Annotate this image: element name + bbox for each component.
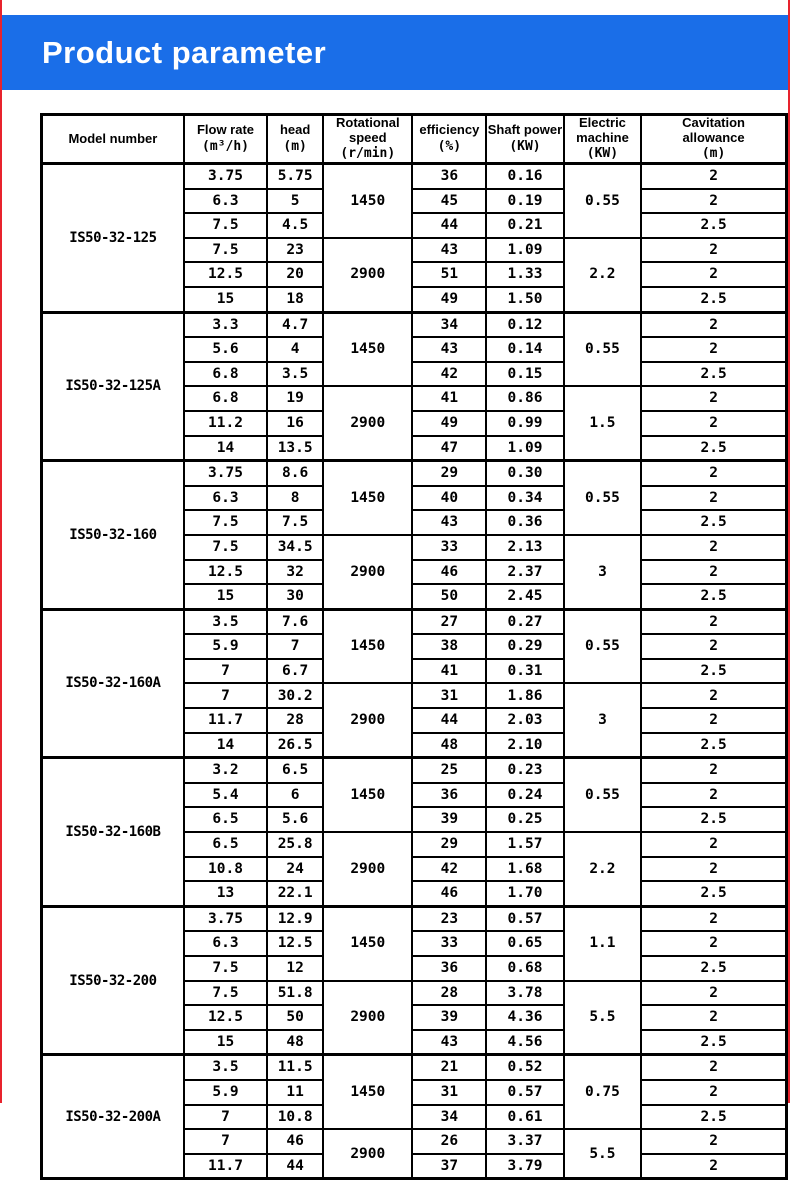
head-cell: 3.5 bbox=[267, 362, 323, 387]
flow-rate-cell: 5.9 bbox=[184, 1080, 267, 1105]
efficiency-cell: 49 bbox=[412, 411, 486, 436]
cavitation-allowance-cell: 2 bbox=[641, 461, 786, 486]
flow-rate-cell: 12.5 bbox=[184, 560, 267, 585]
shaft-power-cell: 0.68 bbox=[486, 956, 563, 981]
col-header-flow bbox=[184, 115, 267, 164]
efficiency-cell: 42 bbox=[412, 362, 486, 387]
flow-rate-cell: 15 bbox=[184, 584, 267, 609]
head-cell: 7.6 bbox=[267, 609, 323, 634]
flow-rate-cell: 3.5 bbox=[184, 1055, 267, 1080]
cavitation-allowance-cell: 2.5 bbox=[641, 436, 786, 461]
table-row bbox=[42, 609, 787, 634]
shaft-power-cell: 0.21 bbox=[486, 213, 563, 238]
flow-rate-cell: 15 bbox=[184, 1030, 267, 1055]
rotational-speed-cell: 2900 bbox=[323, 1129, 412, 1179]
head-cell: 8.6 bbox=[267, 461, 323, 486]
shaft-power-cell: 1.57 bbox=[486, 832, 563, 857]
col-header-title: Shaft power bbox=[487, 122, 563, 138]
head-cell: 7 bbox=[267, 634, 323, 659]
col-header-title: Flow rate bbox=[196, 122, 255, 138]
cavitation-allowance-cell: 2.5 bbox=[641, 956, 786, 981]
efficiency-cell: 37 bbox=[412, 1154, 486, 1179]
shaft-power-cell: 0.23 bbox=[486, 758, 563, 783]
efficiency-cell: 42 bbox=[412, 857, 486, 882]
col-header-title: Cavitation allowance bbox=[682, 115, 745, 145]
header-row bbox=[42, 115, 787, 164]
table-row bbox=[42, 461, 787, 486]
head-cell: 48 bbox=[267, 1030, 323, 1055]
electric-machine-cell: 3 bbox=[564, 683, 641, 757]
efficiency-cell: 40 bbox=[412, 486, 486, 511]
col-header-unit: (m) bbox=[701, 146, 726, 162]
col-header-title: head bbox=[279, 122, 311, 138]
flow-rate-cell: 11.7 bbox=[184, 708, 267, 733]
shaft-power-cell: 1.86 bbox=[486, 683, 563, 708]
head-cell: 25.8 bbox=[267, 832, 323, 857]
head-cell: 11 bbox=[267, 1080, 323, 1105]
electric-machine-cell: 0.55 bbox=[564, 164, 641, 238]
flow-rate-cell: 7 bbox=[184, 1129, 267, 1154]
flow-rate-cell: 6.3 bbox=[184, 486, 267, 511]
shaft-power-cell: 0.30 bbox=[486, 461, 563, 486]
model-cell: IS50-32-160B bbox=[42, 758, 184, 907]
cavitation-allowance-cell: 2 bbox=[641, 1154, 786, 1179]
cavitation-allowance-cell: 2 bbox=[641, 386, 786, 411]
efficiency-cell: 28 bbox=[412, 981, 486, 1006]
shaft-power-cell: 0.24 bbox=[486, 783, 563, 808]
flow-rate-cell: 12.5 bbox=[184, 1005, 267, 1030]
efficiency-cell: 21 bbox=[412, 1055, 486, 1080]
shaft-power-cell: 0.25 bbox=[486, 807, 563, 832]
efficiency-cell: 43 bbox=[412, 238, 486, 263]
electric-machine-cell: 0.55 bbox=[564, 461, 641, 535]
efficiency-cell: 43 bbox=[412, 1030, 486, 1055]
flow-rate-cell: 7.5 bbox=[184, 956, 267, 981]
table-body bbox=[42, 164, 787, 1179]
col-header-unit: (r/min) bbox=[340, 146, 396, 162]
efficiency-cell: 38 bbox=[412, 634, 486, 659]
section-banner bbox=[0, 15, 790, 90]
head-cell: 46 bbox=[267, 1129, 323, 1154]
col-header-speed bbox=[323, 115, 412, 164]
cavitation-allowance-cell: 2 bbox=[641, 609, 786, 634]
efficiency-cell: 43 bbox=[412, 510, 486, 535]
shaft-power-cell: 0.36 bbox=[486, 510, 563, 535]
cavitation-allowance-cell: 2 bbox=[641, 634, 786, 659]
efficiency-cell: 46 bbox=[412, 560, 486, 585]
efficiency-cell: 45 bbox=[412, 189, 486, 214]
flow-rate-cell: 6.3 bbox=[184, 189, 267, 214]
head-cell: 44 bbox=[267, 1154, 323, 1179]
flow-rate-cell: 7 bbox=[184, 1105, 267, 1130]
flow-rate-cell: 7.5 bbox=[184, 238, 267, 263]
flow-rate-cell: 13 bbox=[184, 881, 267, 906]
rotational-speed-cell: 1450 bbox=[323, 758, 412, 832]
shaft-power-cell: 1.33 bbox=[486, 262, 563, 287]
flow-rate-cell: 12.5 bbox=[184, 262, 267, 287]
head-cell: 12.9 bbox=[267, 906, 323, 931]
cavitation-allowance-cell: 2.5 bbox=[641, 1030, 786, 1055]
electric-machine-cell: 0.75 bbox=[564, 1055, 641, 1129]
head-cell: 50 bbox=[267, 1005, 323, 1030]
efficiency-cell: 31 bbox=[412, 683, 486, 708]
efficiency-cell: 48 bbox=[412, 733, 486, 758]
rotational-speed-cell: 1450 bbox=[323, 461, 412, 535]
cavitation-allowance-cell: 2 bbox=[641, 189, 786, 214]
col-header-cav bbox=[641, 115, 786, 164]
shaft-power-cell: 1.50 bbox=[486, 287, 563, 312]
flow-rate-cell: 11.7 bbox=[184, 1154, 267, 1179]
head-cell: 7.5 bbox=[267, 510, 323, 535]
head-cell: 5.75 bbox=[267, 164, 323, 189]
electric-machine-cell: 5.5 bbox=[564, 981, 641, 1055]
efficiency-cell: 33 bbox=[412, 535, 486, 560]
efficiency-cell: 29 bbox=[412, 461, 486, 486]
head-cell: 4.5 bbox=[267, 213, 323, 238]
flow-rate-cell: 6.8 bbox=[184, 362, 267, 387]
model-cell: IS50-32-160A bbox=[42, 609, 184, 758]
rotational-speed-cell: 2900 bbox=[323, 386, 412, 460]
flow-rate-cell: 6.5 bbox=[184, 832, 267, 857]
flow-rate-cell: 11.2 bbox=[184, 411, 267, 436]
col-header-model bbox=[42, 115, 184, 164]
cavitation-allowance-cell: 2.5 bbox=[641, 362, 786, 387]
rotational-speed-cell: 1450 bbox=[323, 1055, 412, 1129]
head-cell: 6.7 bbox=[267, 659, 323, 684]
cavitation-allowance-cell: 2 bbox=[641, 758, 786, 783]
cavitation-allowance-cell: 2.5 bbox=[641, 881, 786, 906]
shaft-power-cell: 4.36 bbox=[486, 1005, 563, 1030]
cavitation-allowance-cell: 2.5 bbox=[641, 733, 786, 758]
col-header-unit: (KW) bbox=[509, 138, 541, 154]
electric-machine-cell: 0.55 bbox=[564, 609, 641, 683]
shaft-power-cell: 0.19 bbox=[486, 189, 563, 214]
rotational-speed-cell: 2900 bbox=[323, 238, 412, 312]
efficiency-cell: 36 bbox=[412, 783, 486, 808]
cavitation-allowance-cell: 2 bbox=[641, 981, 786, 1006]
cavitation-allowance-cell: 2 bbox=[641, 486, 786, 511]
model-cell: IS50-32-125 bbox=[42, 164, 184, 313]
head-cell: 20 bbox=[267, 262, 323, 287]
efficiency-cell: 29 bbox=[412, 832, 486, 857]
cavitation-allowance-cell: 2 bbox=[641, 683, 786, 708]
shaft-power-cell: 0.16 bbox=[486, 164, 563, 189]
efficiency-cell: 39 bbox=[412, 1005, 486, 1030]
flow-rate-cell: 5.9 bbox=[184, 634, 267, 659]
electric-machine-cell: 2.2 bbox=[564, 832, 641, 906]
flow-rate-cell: 3.75 bbox=[184, 461, 267, 486]
head-cell: 28 bbox=[267, 708, 323, 733]
electric-machine-cell: 0.55 bbox=[564, 312, 641, 386]
head-cell: 5.6 bbox=[267, 807, 323, 832]
cavitation-allowance-cell: 2 bbox=[641, 262, 786, 287]
shaft-power-cell: 1.09 bbox=[486, 238, 563, 263]
shaft-power-cell: 1.09 bbox=[486, 436, 563, 461]
cavitation-allowance-cell: 2 bbox=[641, 411, 786, 436]
electric-machine-cell: 0.55 bbox=[564, 758, 641, 832]
shaft-power-cell: 3.78 bbox=[486, 981, 563, 1006]
cavitation-allowance-cell: 2 bbox=[641, 312, 786, 337]
model-cell: IS50-32-125A bbox=[42, 312, 184, 461]
flow-rate-cell: 10.8 bbox=[184, 857, 267, 882]
head-cell: 22.1 bbox=[267, 881, 323, 906]
head-cell: 34.5 bbox=[267, 535, 323, 560]
head-cell: 24 bbox=[267, 857, 323, 882]
efficiency-cell: 34 bbox=[412, 1105, 486, 1130]
flow-rate-cell: 15 bbox=[184, 287, 267, 312]
shaft-power-cell: 0.29 bbox=[486, 634, 563, 659]
col-header-title: efficiency bbox=[419, 122, 480, 138]
flow-rate-cell: 3.75 bbox=[184, 164, 267, 189]
efficiency-cell: 49 bbox=[412, 287, 486, 312]
shaft-power-cell: 0.34 bbox=[486, 486, 563, 511]
rotational-speed-cell: 1450 bbox=[323, 609, 412, 683]
shaft-power-cell: 0.31 bbox=[486, 659, 563, 684]
efficiency-cell: 26 bbox=[412, 1129, 486, 1154]
electric-machine-cell: 1.1 bbox=[564, 906, 641, 980]
shaft-power-cell: 2.45 bbox=[486, 584, 563, 609]
parameter-table-wrap bbox=[40, 113, 788, 1180]
head-cell: 19 bbox=[267, 386, 323, 411]
cavitation-allowance-cell: 2 bbox=[641, 708, 786, 733]
efficiency-cell: 41 bbox=[412, 386, 486, 411]
table-header bbox=[42, 115, 787, 164]
head-cell: 4 bbox=[267, 337, 323, 362]
cavitation-allowance-cell: 2 bbox=[641, 783, 786, 808]
electric-machine-cell: 1.5 bbox=[564, 386, 641, 460]
col-header-head bbox=[267, 115, 323, 164]
shaft-power-cell: 0.14 bbox=[486, 337, 563, 362]
cavitation-allowance-cell: 2 bbox=[641, 832, 786, 857]
cavitation-allowance-cell: 2 bbox=[641, 1055, 786, 1080]
head-cell: 10.8 bbox=[267, 1105, 323, 1130]
efficiency-cell: 36 bbox=[412, 164, 486, 189]
shaft-power-cell: 0.57 bbox=[486, 1080, 563, 1105]
cavitation-allowance-cell: 2 bbox=[641, 560, 786, 585]
table-row bbox=[42, 1055, 787, 1080]
head-cell: 6 bbox=[267, 783, 323, 808]
head-cell: 26.5 bbox=[267, 733, 323, 758]
head-cell: 51.8 bbox=[267, 981, 323, 1006]
shaft-power-cell: 0.99 bbox=[486, 411, 563, 436]
col-header-unit: (m) bbox=[283, 138, 307, 154]
flow-rate-cell: 7.5 bbox=[184, 213, 267, 238]
flow-rate-cell: 7 bbox=[184, 683, 267, 708]
efficiency-cell: 41 bbox=[412, 659, 486, 684]
shaft-power-cell: 0.65 bbox=[486, 931, 563, 956]
col-header-unit: (%) bbox=[437, 138, 462, 154]
table-row bbox=[42, 758, 787, 783]
flow-rate-cell: 3.5 bbox=[184, 609, 267, 634]
cavitation-allowance-cell: 2 bbox=[641, 1129, 786, 1154]
model-cell: IS50-32-160 bbox=[42, 461, 184, 610]
shaft-power-cell: 0.15 bbox=[486, 362, 563, 387]
shaft-power-cell: 0.12 bbox=[486, 312, 563, 337]
electric-machine-cell: 2.2 bbox=[564, 238, 641, 312]
flow-rate-cell: 5.4 bbox=[184, 783, 267, 808]
flow-rate-cell: 3.3 bbox=[184, 312, 267, 337]
rotational-speed-cell: 1450 bbox=[323, 312, 412, 386]
col-header-electric bbox=[564, 115, 641, 164]
cavitation-allowance-cell: 2 bbox=[641, 238, 786, 263]
cavitation-allowance-cell: 2.5 bbox=[641, 584, 786, 609]
shaft-power-cell: 0.27 bbox=[486, 609, 563, 634]
cavitation-allowance-cell: 2.5 bbox=[641, 510, 786, 535]
flow-rate-cell: 3.2 bbox=[184, 758, 267, 783]
efficiency-cell: 34 bbox=[412, 312, 486, 337]
efficiency-cell: 44 bbox=[412, 213, 486, 238]
shaft-power-cell: 0.61 bbox=[486, 1105, 563, 1130]
efficiency-cell: 50 bbox=[412, 584, 486, 609]
efficiency-cell: 33 bbox=[412, 931, 486, 956]
efficiency-cell: 31 bbox=[412, 1080, 486, 1105]
rotational-speed-cell: 2900 bbox=[323, 683, 412, 757]
cavitation-allowance-cell: 2.5 bbox=[641, 659, 786, 684]
cavitation-allowance-cell: 2 bbox=[641, 931, 786, 956]
cavitation-allowance-cell: 2.5 bbox=[641, 287, 786, 312]
cavitation-allowance-cell: 2.5 bbox=[641, 1105, 786, 1130]
col-header-unit: (m³/h) bbox=[202, 138, 249, 154]
shaft-power-cell: 0.86 bbox=[486, 386, 563, 411]
flow-rate-cell: 6.3 bbox=[184, 931, 267, 956]
electric-machine-cell: 5.5 bbox=[564, 1129, 641, 1179]
col-header-shaft bbox=[486, 115, 563, 164]
table-row bbox=[42, 164, 787, 189]
col-header-title: Electric machine bbox=[576, 115, 629, 145]
efficiency-cell: 39 bbox=[412, 807, 486, 832]
head-cell: 30.2 bbox=[267, 683, 323, 708]
efficiency-cell: 43 bbox=[412, 337, 486, 362]
shaft-power-cell: 4.56 bbox=[486, 1030, 563, 1055]
head-cell: 13.5 bbox=[267, 436, 323, 461]
flow-rate-cell: 7.5 bbox=[184, 981, 267, 1006]
head-cell: 32 bbox=[267, 560, 323, 585]
cavitation-allowance-cell: 2 bbox=[641, 857, 786, 882]
rotational-speed-cell: 2900 bbox=[323, 535, 412, 609]
efficiency-cell: 25 bbox=[412, 758, 486, 783]
rotational-speed-cell: 2900 bbox=[323, 832, 412, 906]
cavitation-allowance-cell: 2 bbox=[641, 337, 786, 362]
efficiency-cell: 44 bbox=[412, 708, 486, 733]
flow-rate-cell: 7.5 bbox=[184, 535, 267, 560]
flow-rate-cell: 5.6 bbox=[184, 337, 267, 362]
flow-rate-cell: 14 bbox=[184, 436, 267, 461]
efficiency-cell: 46 bbox=[412, 881, 486, 906]
shaft-power-cell: 0.52 bbox=[486, 1055, 563, 1080]
shaft-power-cell: 2.03 bbox=[486, 708, 563, 733]
shaft-power-cell: 1.70 bbox=[486, 881, 563, 906]
cavitation-allowance-cell: 2 bbox=[641, 164, 786, 189]
model-cell: IS50-32-200A bbox=[42, 1055, 184, 1179]
efficiency-cell: 36 bbox=[412, 956, 486, 981]
flow-rate-cell: 6.8 bbox=[184, 386, 267, 411]
efficiency-cell: 23 bbox=[412, 906, 486, 931]
shaft-power-cell: 2.37 bbox=[486, 560, 563, 585]
flow-rate-cell: 14 bbox=[184, 733, 267, 758]
shaft-power-cell: 1.68 bbox=[486, 857, 563, 882]
shaft-power-cell: 0.57 bbox=[486, 906, 563, 931]
efficiency-cell: 27 bbox=[412, 609, 486, 634]
table-row bbox=[42, 906, 787, 931]
head-cell: 12.5 bbox=[267, 931, 323, 956]
cavitation-allowance-cell: 2 bbox=[641, 535, 786, 560]
shaft-power-cell: 2.13 bbox=[486, 535, 563, 560]
rotational-speed-cell: 1450 bbox=[323, 164, 412, 238]
shaft-power-cell: 2.10 bbox=[486, 733, 563, 758]
head-cell: 16 bbox=[267, 411, 323, 436]
cavitation-allowance-cell: 2.5 bbox=[641, 213, 786, 238]
efficiency-cell: 47 bbox=[412, 436, 486, 461]
electric-machine-cell: 3 bbox=[564, 535, 641, 609]
head-cell: 12 bbox=[267, 956, 323, 981]
flow-rate-cell: 3.75 bbox=[184, 906, 267, 931]
head-cell: 6.5 bbox=[267, 758, 323, 783]
col-header-eff bbox=[412, 115, 486, 164]
model-cell: IS50-32-200 bbox=[42, 906, 184, 1055]
head-cell: 11.5 bbox=[267, 1055, 323, 1080]
parameter-table bbox=[40, 113, 788, 1180]
flow-rate-cell: 7.5 bbox=[184, 510, 267, 535]
col-header-title: Rotational speed bbox=[336, 115, 400, 145]
head-cell: 4.7 bbox=[267, 312, 323, 337]
rotational-speed-cell: 2900 bbox=[323, 981, 412, 1055]
rotational-speed-cell: 1450 bbox=[323, 906, 412, 980]
cavitation-allowance-cell: 2 bbox=[641, 906, 786, 931]
head-cell: 5 bbox=[267, 189, 323, 214]
head-cell: 18 bbox=[267, 287, 323, 312]
cavitation-allowance-cell: 2.5 bbox=[641, 807, 786, 832]
cavitation-allowance-cell: 2 bbox=[641, 1005, 786, 1030]
left-red-edge-line bbox=[0, 0, 2, 1103]
head-cell: 23 bbox=[267, 238, 323, 263]
col-header-title: Model number bbox=[68, 130, 158, 146]
head-cell: 30 bbox=[267, 584, 323, 609]
cavitation-allowance-cell: 2 bbox=[641, 1080, 786, 1105]
col-header-unit: (KW) bbox=[586, 146, 619, 162]
flow-rate-cell: 7 bbox=[184, 659, 267, 684]
head-cell: 8 bbox=[267, 486, 323, 511]
shaft-power-cell: 3.79 bbox=[486, 1154, 563, 1179]
table-row bbox=[42, 312, 787, 337]
efficiency-cell: 51 bbox=[412, 262, 486, 287]
shaft-power-cell: 3.37 bbox=[486, 1129, 563, 1154]
flow-rate-cell: 6.5 bbox=[184, 807, 267, 832]
page-title: Product parameter bbox=[42, 34, 327, 70]
